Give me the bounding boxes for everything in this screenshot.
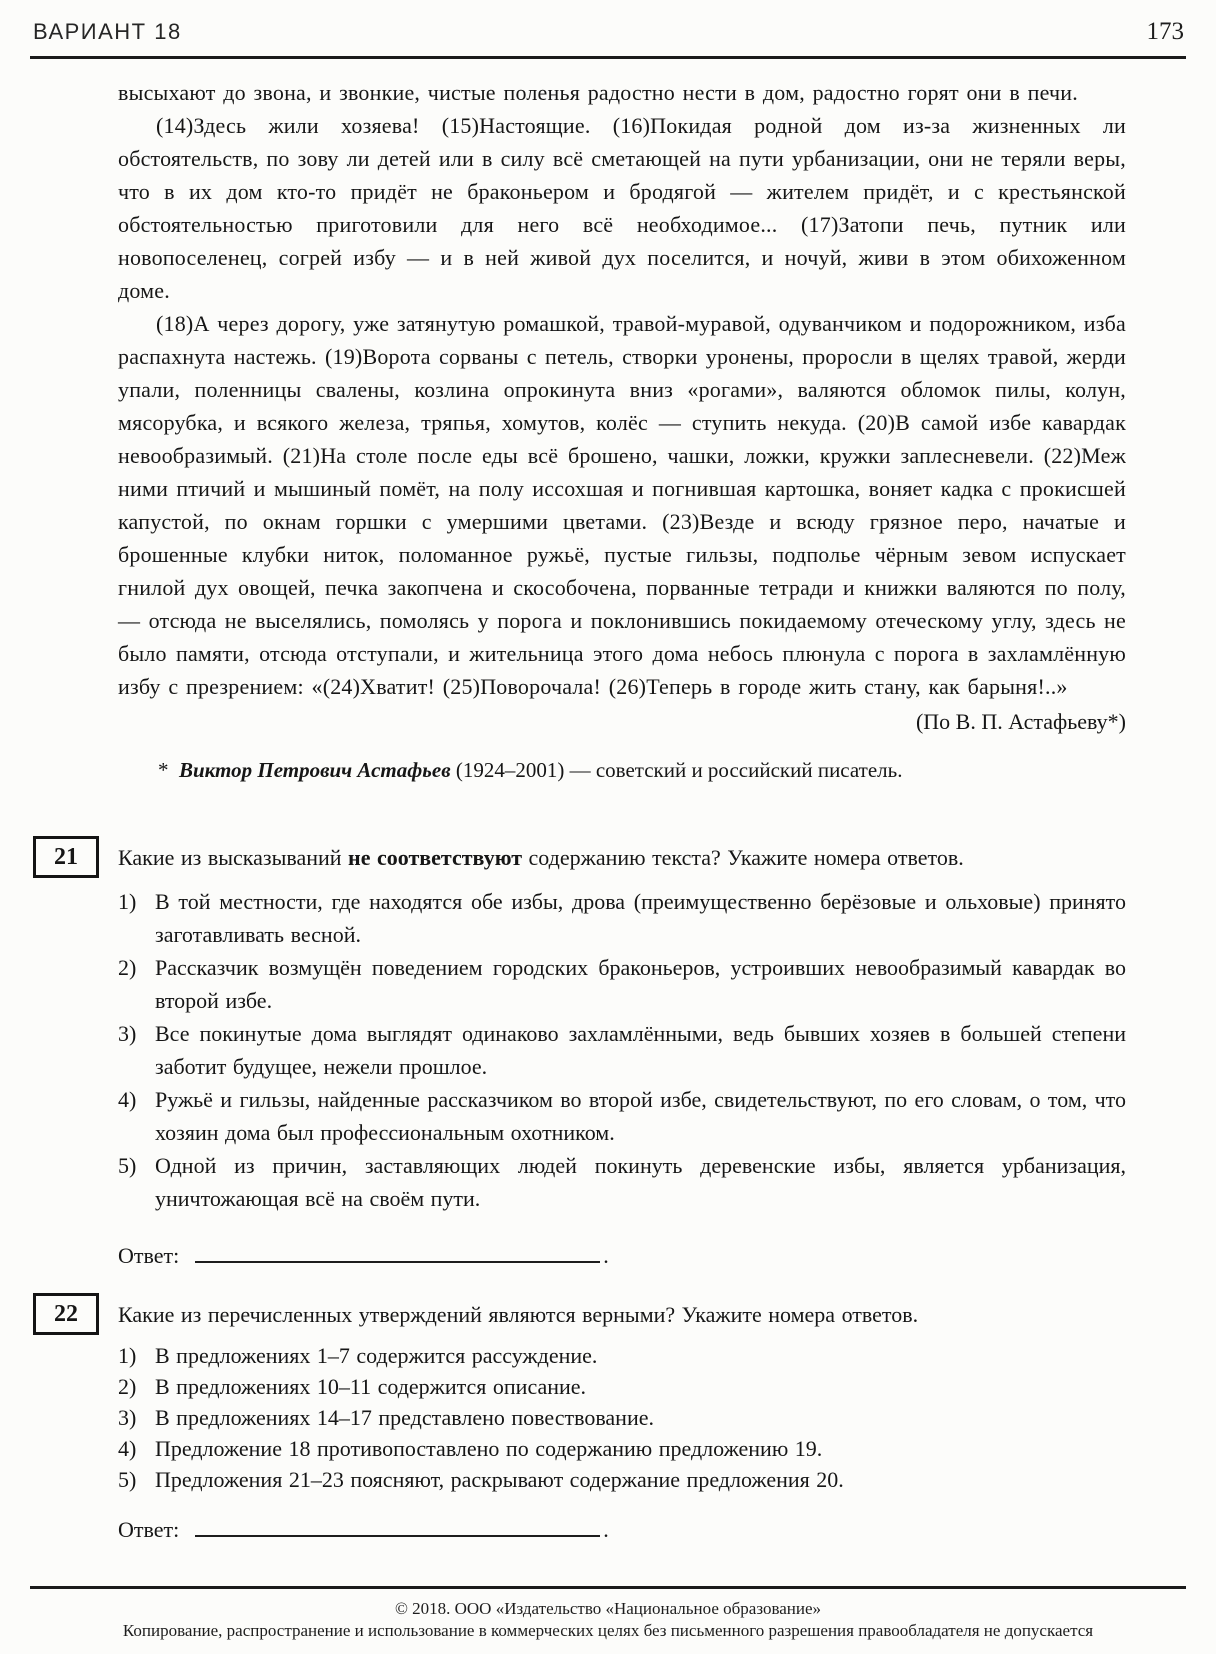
question-21-number: 21 (54, 843, 78, 870)
footer-rule (30, 1586, 1186, 1589)
option-item (118, 1340, 1126, 1371)
answer-label: Ответ: (118, 1517, 180, 1542)
option-text: Предложение 18 противопоставлено по содержанию предложению 19. (155, 1436, 823, 1461)
question-21-options (118, 885, 1126, 1215)
option-text: В той местности, где находятся обе избы, дрова (преимущественно берёзовые и ольховые) принято заготавливать весной. (155, 889, 1126, 947)
question-21-prompt-suffix: содержанию текста? Укажите номера ответов. (522, 845, 964, 870)
option-text: В предложениях 1–7 содержится рассуждение. (155, 1343, 598, 1368)
option-item (118, 1149, 1126, 1215)
question-21-number-box (33, 836, 99, 878)
answer-label: Ответ: (118, 1243, 180, 1268)
question-21-answer-row (118, 1239, 1126, 1272)
page-number: 173 (1146, 18, 1184, 45)
page-footer (30, 1586, 1186, 1642)
question-22-prompt-prefix: Какие из перечисленных утверждений являются верными? Укажите номера ответов. (118, 1302, 919, 1327)
copyright-line: © 2018. ООО «Издательство «Национальное образование» (394, 1599, 822, 1618)
option-number: 2) (118, 1374, 137, 1399)
text-paragraph-continuation: высыхают до звона, и звонкие, чистые поленья радостно нести в дом, радостно горят они в печи. (118, 80, 1078, 105)
option-item (118, 1083, 1126, 1149)
answer-period: . (603, 1243, 609, 1268)
footnote-marker: * (158, 758, 169, 782)
option-item (118, 1433, 1126, 1464)
option-item (118, 885, 1126, 951)
option-number: 1) (118, 1343, 137, 1368)
question-21-prompt (118, 841, 1126, 874)
page-content (54, 76, 1126, 1546)
option-text: В предложениях 14–17 представлено повествование. (155, 1405, 654, 1430)
answer-blank-line (195, 1517, 600, 1537)
option-number: 5) (118, 1467, 137, 1492)
copyright-notice: Копирование, распространение и использование в коммерческих целях без письменного разрешения правообладателя не допускается (122, 1621, 1094, 1640)
option-text: Ружьё и гильзы, найденные рассказчиком во второй избе, свидетельствуют, по его словам, о том, что хозяин дома был профессиональным охотником. (155, 1087, 1126, 1145)
question-22-prompt (118, 1298, 1126, 1331)
option-text: В предложениях 10–11 содержится описание. (155, 1374, 587, 1399)
option-number: 4) (118, 1436, 137, 1461)
option-text: Все покинутые дома выглядят одинаково захламлёнными, ведь бывших хозяев в большей степени заботит будущее, нежели прошлое. (155, 1021, 1126, 1079)
question-22-answer-row (118, 1513, 1126, 1546)
option-text: Одной из причин, заставляющих людей покинуть деревенские избы, является урбанизация, уничтожающая всё на своём пути. (155, 1153, 1126, 1211)
option-item (118, 1017, 1126, 1083)
question-22 (54, 1298, 1126, 1546)
option-number: 3) (118, 1405, 137, 1430)
option-text: Предложения 21–23 поясняют, раскрывают содержание предложения 20. (155, 1467, 844, 1492)
text-paragraph-18-26: (18)А через дорогу, уже затянутую ромашкой, травой-муравой, одуванчиком и подорожником, изба распахнута настежь. (19)Ворота сорваны с петель, створки уронены, проросли в щелях травой, жерди упали, поленницы свалены, козлина опрокинута вниз «рогами», валяются обломок пилы, колун, мясорубка, и всякого железа, тряпья, хомутов, колёс — ступить некуда. (20)В самой избе кавардак невообразимый. (21)На столе после еды всё брошено, чашки, ложки, кружки заплесневели. (22)Меж ними птичий и мышиный помёт, на полу иссохшая и погнившая картошка, воняет кадка с прокисшей капустой, по окнам горшки с умершими цветами. (23)Везде и всюду грязное перо, начатые и брошенные клубки ниток, поломанное ружьё, пустые гильзы, подполье чёрным зевом испускает гнилой дух овощей, печка закопчена и скособочена, порванные тетради и книжки валяются по полу, — отсюда не выселялись, помолясь у порога и поклонившись покидаемому отеческому углу, здесь не было памяти, отсюда отступали, и жительница этого дома небось плюнула с порога в захламлённую избу с презрением: «(24)Хватит! (25)Поворочала! (26)Теперь в городе жить стану, как барыня!..» (118, 311, 1126, 699)
option-item (118, 1402, 1126, 1433)
variant-label: ВАРИАНТ 18 (33, 19, 182, 44)
answer-blank-line (195, 1243, 600, 1263)
option-item (118, 1371, 1126, 1402)
question-21-prompt-prefix: Какие из высказываний (118, 845, 349, 870)
author-footnote (158, 755, 1126, 785)
answer-period: . (603, 1517, 609, 1542)
text-attribution: (По В. П. Астафьеву*) (915, 709, 1126, 734)
question-21-prompt-bold: не соответствуют (348, 845, 523, 870)
option-number: 5) (118, 1153, 137, 1178)
header-rule (30, 56, 1186, 59)
footnote-author-description: (1924–2001) — советский и российский писатель. (450, 758, 903, 782)
text-paragraph-14-17: (14)Здесь жили хозяева! (15)Настоящие. (16)Покидая родной дом из-за жизненных ли обстоятельств, по зову ли детей или в силу всё сметающей на пути урбанизации, они не теряли веры, что в их дом кто-то придёт не браконьером и бродягой — жителем придёт, и с крестьянской обстоятельностью приготовили для него всё необходимое... (17)Затопи печь, путник или новопоселенец, согрей избу — и в ней живой дух поселится, и ночуй, живи в этом обихоженном доме. (118, 113, 1126, 303)
option-number: 1) (118, 889, 137, 914)
question-22-options (118, 1340, 1126, 1495)
footnote-author-name: Виктор Петрович Астафьев (179, 758, 451, 782)
question-21 (54, 841, 1126, 1272)
option-number: 3) (118, 1021, 137, 1046)
option-item (118, 951, 1126, 1017)
question-22-number: 22 (54, 1300, 78, 1327)
option-number: 2) (118, 955, 137, 980)
option-number: 4) (118, 1087, 137, 1112)
page-header (33, 18, 1184, 46)
option-text: Рассказчик возмущён поведением городских браконьеров, устроивших невообразимый кавардак во второй избе. (155, 955, 1126, 1013)
option-item (118, 1464, 1126, 1495)
question-22-number-box (33, 1293, 99, 1335)
